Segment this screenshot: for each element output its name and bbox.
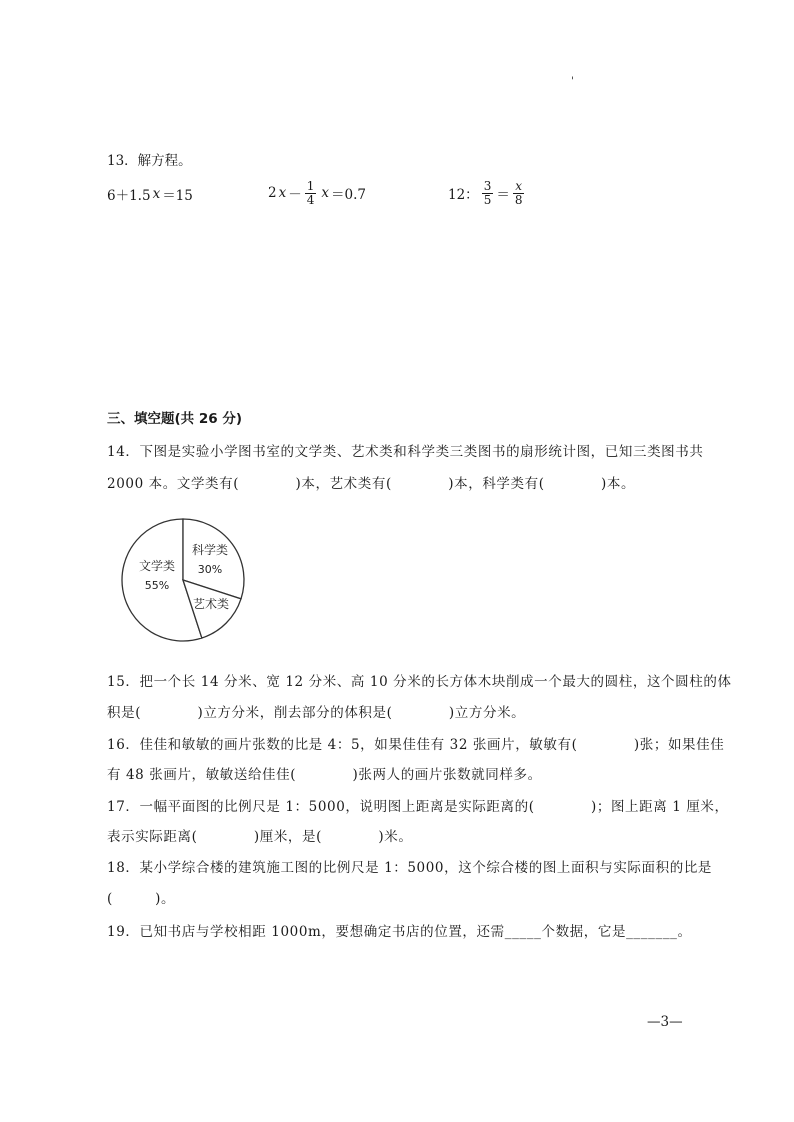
q17-line-1: 17．一幅平面图的比例尺是 1：5000，说明图上距离是实际距离的( )；图上距离 1 厘米， bbox=[107, 799, 729, 815]
eq2-rhs: ＝0.7 bbox=[330, 187, 366, 203]
pie-chart bbox=[117, 514, 257, 644]
q18-line-2: ( )。 bbox=[107, 891, 176, 907]
pie-label: 文学类 bbox=[138, 559, 176, 573]
q16-line-1: 16．佳佳和敏敏的画片张数的比是 4：5，如果佳佳有 32 张画片，敏敏有( )张；如果佳佳 bbox=[107, 737, 725, 753]
q16-line-2: 有 48 张画片，敏敏送给佳佳( )张两人的画片张数就同样多。 bbox=[107, 767, 542, 783]
q13-equation-2 bbox=[268, 176, 366, 210]
section-heading: 三、填空题(共 26 分) bbox=[107, 411, 243, 427]
q14-line-2: 2000 本。文学类有( )本，艺术类有( )本，科学类有( )本。 bbox=[107, 476, 636, 492]
q15-line-2: 积是( )立方分米，削去部分的体积是( )立方分米。 bbox=[107, 705, 526, 721]
pie-value-label: 30% bbox=[197, 563, 223, 576]
eq2-fraction-numerator: 1 bbox=[306, 178, 315, 193]
pie-label: 科学类 bbox=[191, 543, 229, 557]
eq3-fraction-1 bbox=[482, 180, 494, 207]
q14-line-1: 14．下图是实验小学图书室的文学类、艺术类和科学类三类图书的扇形统计图，已知三类图书共 bbox=[107, 444, 704, 460]
eq1-var: x bbox=[152, 186, 161, 202]
q13-equation-1 bbox=[107, 184, 193, 204]
eq3-fraction-1-numerator: 3 bbox=[483, 178, 492, 193]
eq2-coef: 2 bbox=[268, 185, 277, 201]
eq2-var1: x bbox=[278, 185, 287, 201]
eq2-fraction-denominator: 4 bbox=[306, 192, 315, 207]
eq3-fraction-2-numerator: x bbox=[515, 178, 523, 193]
pie-label: 艺术类 bbox=[192, 597, 230, 611]
q17-line-2: 表示实际距离( )厘米，是( )米。 bbox=[107, 829, 413, 845]
page-number: —3— bbox=[647, 1014, 683, 1030]
eq2-fraction bbox=[305, 180, 317, 207]
eq3-fraction-1-denominator: 5 bbox=[483, 192, 492, 207]
q13-equation-3 bbox=[448, 176, 527, 210]
pie-value-label: 55% bbox=[144, 579, 170, 592]
eq1-rhs: ＝15 bbox=[162, 188, 193, 204]
q13-title: 13．解方程。 bbox=[107, 153, 192, 169]
corner-mark: ' bbox=[571, 76, 574, 87]
q15-line-1: 15．把一个长 14 分米、宽 12 分米、高 10 分米的长方体木块削成一个最大的圆柱，这个圆柱的体 bbox=[107, 674, 732, 690]
eq3-fraction-2-denominator: 8 bbox=[514, 192, 523, 207]
eq3-lhs: 12： bbox=[448, 187, 479, 203]
q19-line-1: 19．已知书店与学校相距 1000m，要想确定书店的位置，还需_____个数据，它是_______。 bbox=[107, 924, 692, 940]
eq2-var2: x bbox=[321, 185, 329, 201]
q18-line-1: 18．某小学综合楼的建筑施工图的比例尺是 1：5000，这个综合楼的图上面积与实际面积的比是 bbox=[107, 860, 713, 876]
eq3-equals: ＝ bbox=[496, 187, 510, 203]
eq1-lhs: 6＋1.5 bbox=[107, 188, 151, 204]
eq2-minus: － bbox=[288, 187, 302, 203]
eq3-fraction-2 bbox=[513, 180, 525, 207]
